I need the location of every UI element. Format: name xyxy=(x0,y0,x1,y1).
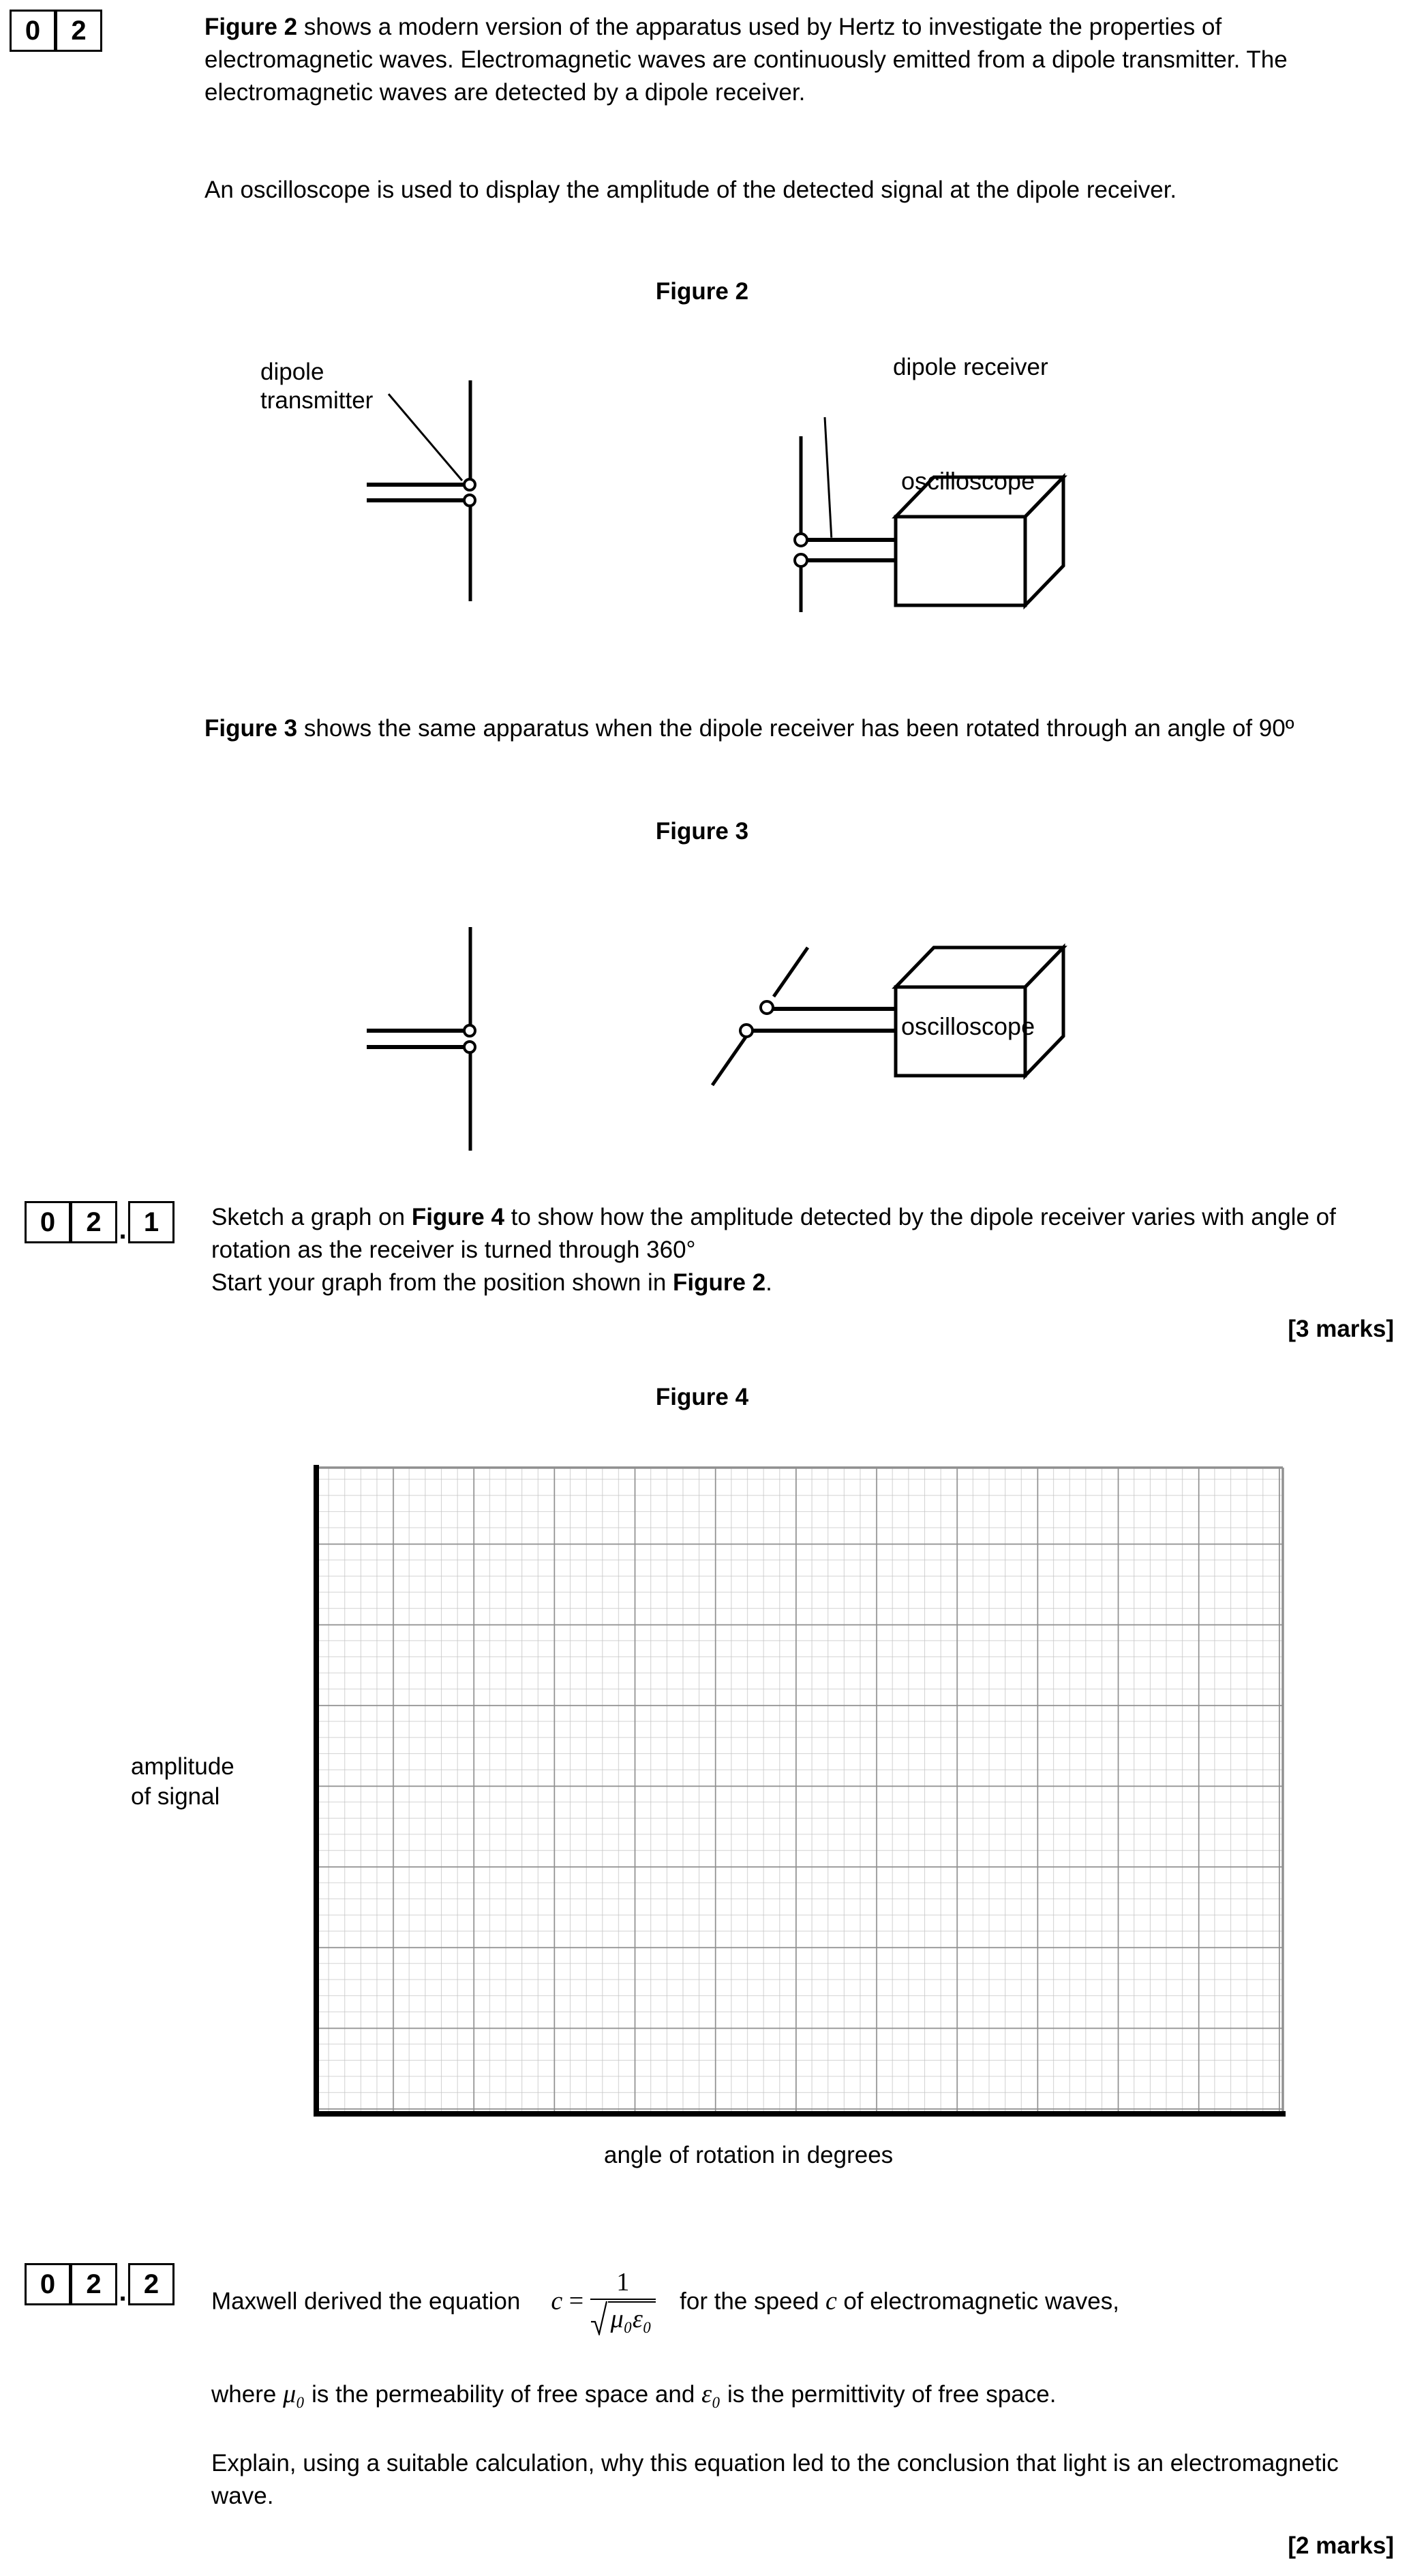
part1-digit-0: 0 xyxy=(25,1201,71,1243)
part2-trailing-b: of electromagnetic waves, xyxy=(843,2288,1119,2315)
figure3-caption: Figure 3 xyxy=(655,818,749,845)
part2-trailing-a: for the speed xyxy=(680,2288,819,2315)
part1-text-a: Sketch a graph on xyxy=(211,1204,412,1230)
receiver-antenna-upper-fig3 xyxy=(774,948,808,997)
part1-question-line3 xyxy=(211,1267,1356,1299)
transmitter-terminal-bottom xyxy=(464,495,475,506)
part1-marks: [3 marks] xyxy=(1288,1316,1394,1342)
part2-number-box xyxy=(25,2263,175,2305)
y-axis-label xyxy=(131,1752,308,1812)
transmitter-terminal-top-fig3 xyxy=(464,1025,475,1036)
part1-figure2-ref: Figure 2 xyxy=(673,1269,766,1296)
equation-lhs: c xyxy=(551,2286,563,2316)
receiver-antenna-lower-fig3 xyxy=(712,1036,746,1085)
part2-equation-line xyxy=(211,2270,1119,2337)
receiver-terminal-bottom-fig3 xyxy=(740,1025,753,1037)
part2-dot: . xyxy=(119,2277,127,2307)
figure3-ref-bold: Figure 3 xyxy=(204,715,298,742)
part1-number-box xyxy=(25,1201,175,1243)
part1-figure4-ref: Figure 4 xyxy=(411,1204,504,1230)
question-digit-0: 0 xyxy=(10,10,56,52)
part1-digit-1: 2 xyxy=(71,1201,117,1243)
figure4-caption: Figure 4 xyxy=(655,1384,749,1410)
figure3-intro-text: shows the same apparatus when the dipole receiver has been rotated through an angle of 90º xyxy=(297,715,1294,742)
part1-text-d: . xyxy=(765,1269,772,1296)
transmitter-label-line2: transmitter xyxy=(260,387,374,414)
figure4-graph-grid[interactable] xyxy=(312,1463,1290,2124)
equation-numerator: 1 xyxy=(590,2267,656,2300)
part2-digit-0: 0 xyxy=(25,2263,71,2305)
y-axis-label-line2: of signal xyxy=(131,1783,220,1810)
part2-digit-1: 2 xyxy=(71,2263,117,2305)
part2-lead-text: Maxwell derived the equation xyxy=(211,2288,521,2315)
receiver-label: dipole receiver xyxy=(893,354,1048,380)
question-digit-1: 2 xyxy=(56,10,102,52)
part1-text-b: to show how the amplitude detected by the dipole receiver varies with angle of rotation as the receiver is turned through 360° xyxy=(211,1204,1336,1263)
figure2-caption: Figure 2 xyxy=(655,278,749,305)
intro-paragraph-1 xyxy=(204,11,1350,109)
transmitter-label xyxy=(260,358,479,415)
where-mu: μ₀ xyxy=(283,2380,305,2408)
part2-explain-text: Explain, using a suitable calculation, why this equation led to the conclusion that light is an electromagnetic wave. xyxy=(211,2450,1339,2509)
part2-subdigit: 2 xyxy=(128,2263,175,2305)
question-number-box xyxy=(10,10,102,52)
sqrt-group xyxy=(590,2301,656,2334)
part1-dot: . xyxy=(119,1215,127,1245)
where-text-c: is the permittivity of free space. xyxy=(727,2381,1057,2408)
part2-marks: [2 marks] xyxy=(1288,2532,1394,2559)
transmitter-label-line1: dipole xyxy=(260,359,324,385)
receiver-terminal-top xyxy=(795,534,807,546)
oscilloscope-label-fig3: oscilloscope xyxy=(901,1012,1035,1040)
receiver-terminal-bottom xyxy=(795,554,807,566)
where-text-b: is the permeability of free space and xyxy=(312,2381,695,2408)
transmitter-terminal-bottom-fig3 xyxy=(464,1042,475,1052)
where-text-a: where xyxy=(211,2381,277,2408)
equation-denominator-wrap xyxy=(590,2300,656,2334)
x-axis-label: angle of rotation in degrees xyxy=(604,2142,894,2168)
part1-question-text xyxy=(211,1201,1356,1267)
part2-trailing-var: c xyxy=(825,2286,837,2316)
equation-equals: = xyxy=(568,2286,584,2316)
intro-paragraph-1-text: shows a modern version of the apparatus used by Hertz to investigate the properties of electromagnetic waves. Electromagnetic waves are continuously emitted from a dipole transmitter. The electromagnetic waves are detected by a dipole receiver. xyxy=(204,14,1288,106)
y-axis-label-line1: amplitude xyxy=(131,1753,234,1780)
grid-lines xyxy=(316,1468,1283,2113)
oscilloscope-front-face xyxy=(896,517,1025,605)
radical-icon xyxy=(590,2299,608,2335)
part1-text-c: Start your graph from the position shown in xyxy=(211,1269,673,1296)
transmitter-terminal-top xyxy=(464,479,475,490)
where-epsilon: ε₀ xyxy=(701,2380,721,2408)
receiver-leader-line xyxy=(813,417,843,538)
equation-denominator: μ₀ε₀ xyxy=(608,2301,656,2334)
figure2-ref-bold: Figure 2 xyxy=(204,14,298,40)
oscilloscope-label-fig2: oscilloscope xyxy=(901,467,1035,495)
equation-fraction xyxy=(590,2267,656,2334)
figure3-intro xyxy=(204,712,1363,745)
part2-where-line xyxy=(211,2378,1370,2411)
intro-paragraph-2: An oscilloscope is used to display the amplitude of the detected signal at the dipole receiver. xyxy=(204,177,1177,203)
receiver-terminal-top-fig3 xyxy=(761,1001,773,1014)
part1-subdigit: 1 xyxy=(128,1201,175,1243)
